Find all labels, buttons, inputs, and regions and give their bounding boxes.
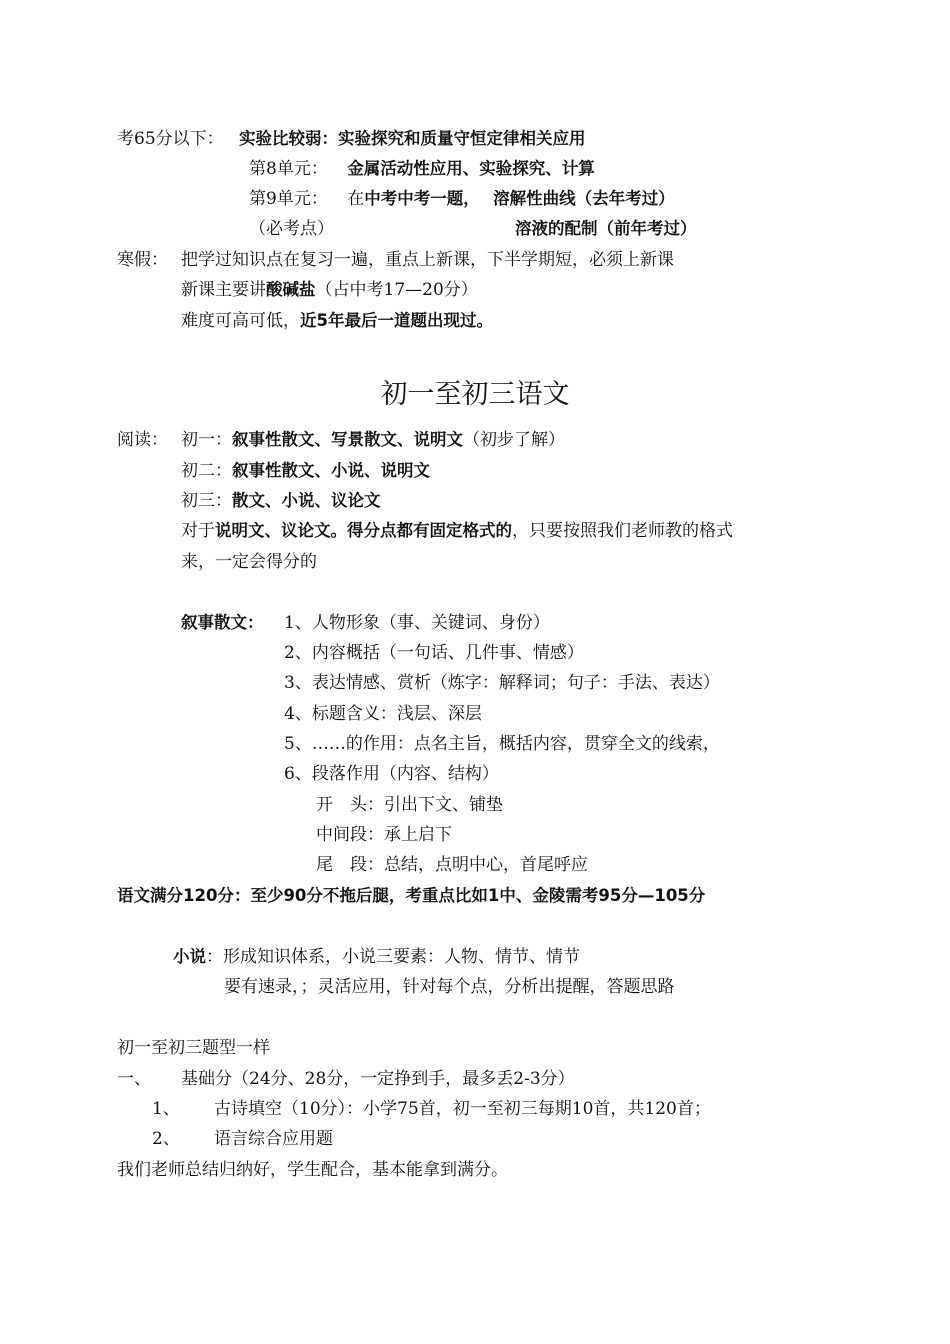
paragraph-role — [316, 854, 588, 876]
paragraph-role — [316, 794, 503, 816]
paragraph-role-text: 总结，点明中心，首尾呼应 — [384, 855, 588, 875]
sub1-num: 1、 — [152, 1099, 180, 1119]
paragraph-role-label: 中间段： — [316, 825, 384, 845]
same-types-line: 初一至初三题型一样 — [117, 1038, 270, 1058]
grade1-post: （初步了解） — [463, 430, 565, 450]
note1-pre: 对于 — [181, 521, 215, 541]
unit8-line — [249, 158, 595, 180]
grade3-bold: 散文、小说、议论文 — [232, 491, 381, 510]
grade3-line — [181, 490, 381, 512]
below65-line — [117, 128, 586, 150]
difficulty-pre: 难度可高可低， — [181, 311, 300, 331]
reading-label: 阅读： — [117, 430, 168, 450]
must-label: （必考点） — [249, 219, 334, 239]
narrative-item: 1、人物形象（事、关键词、身份） — [284, 613, 550, 633]
sub1-text: 古诗填空（10分）：小学75首，初一至初三每期10首，共120首； — [214, 1099, 711, 1119]
paragraph-role-label: 尾 段： — [316, 855, 384, 875]
grade2-line — [181, 460, 430, 482]
paragraph-role-text: 承上启下 — [384, 825, 452, 845]
newcourse-post: （占中考17—20分） — [315, 280, 478, 300]
below65-label: 考65分以下： — [117, 129, 224, 149]
narrative-item: 6、段落作用（内容、结构） — [284, 764, 499, 784]
sub2-num: 2、 — [152, 1129, 180, 1149]
winter-label: 寒假： — [117, 250, 168, 270]
must-text: 溶液的配制（前年考过） — [515, 219, 697, 238]
grade2-bold: 叙事性散文、小说、说明文 — [232, 461, 430, 480]
narrative-item: 5、……的作用：点名主旨，概括内容，贯穿全文的线索， — [284, 734, 720, 754]
grade3-pre: 初三： — [181, 491, 232, 511]
winter-text: 把学过知识点在复习一遍，重点上新课，下半学期短，必须上新课 — [181, 250, 674, 270]
unit9-line — [249, 188, 675, 210]
fullscore-line: 语文满分120分：至少90分不拖后腿，考重点比如1中、金陵需考95分—105分 — [117, 886, 706, 905]
difficulty-line — [181, 310, 493, 332]
section-title: 初一至初三语文 — [380, 379, 570, 410]
narrative-item: 2、内容概括（一句话、几件事、情感） — [284, 643, 584, 663]
below65-text: 实验比较弱：实验探究和质量守恒定律相关应用 — [239, 129, 586, 148]
grade1-line — [181, 429, 565, 451]
grade1-bold: 叙事性散文、写景散文、说明文 — [232, 430, 463, 449]
note1-bold: 说明文、议论文。得分点都有固定格式的 — [215, 521, 512, 540]
unit8-text: 金属活动性应用、实验探究、计算 — [347, 159, 595, 178]
paragraph-role-text: 引出下文、铺垫 — [384, 795, 503, 815]
narrative-label: 叙事散文： — [181, 613, 264, 632]
paragraph-role — [316, 824, 452, 846]
newcourse-line — [181, 279, 478, 301]
narrative-item: 3、表达情感、赏析（炼字：解释词；句子：手法、表达） — [284, 673, 720, 693]
note1-post: ，只要按照我们老师教的格式 — [512, 521, 733, 541]
closing-line: 我们老师总结归纳好，学生配合，基本能拿到满分。 — [117, 1160, 508, 1180]
unit9-bold1: 中考中考一题， — [364, 189, 480, 208]
sec1-text: 基础分（24分、28分，一定挣到手，最多丢2-3分） — [181, 1069, 575, 1089]
novel-label: 小说 — [173, 947, 206, 966]
novel-line — [173, 946, 580, 968]
note1-line — [181, 520, 733, 542]
difficulty-bold: 近5年最后一道题出现过。 — [300, 311, 493, 330]
newcourse-pre: 新课主要讲 — [181, 280, 266, 300]
grade1-pre: 初一： — [181, 430, 232, 450]
unit9-label: 第9单元： — [249, 189, 328, 209]
narrative-item: 4、标题含义：浅层、深层 — [284, 704, 482, 724]
paragraph-role-label: 开 头： — [316, 795, 384, 815]
newcourse-bold: 酸碱盐 — [266, 280, 316, 299]
unit9-pre: 在 — [347, 189, 365, 209]
novel-text: ：形成知识体系，小说三要素：人物、情节、情节 — [206, 947, 580, 967]
sec1-num: 一、 — [117, 1069, 151, 1089]
unit9-bold2: 溶解性曲线（去年考过） — [493, 189, 675, 208]
grade2-pre: 初二： — [181, 461, 232, 481]
note2-line: 来，一定会得分的 — [181, 552, 317, 572]
unit8-label: 第8单元： — [249, 159, 328, 179]
novel-line2: 要有速录，；灵活应用，针对每个点，分析出提醒，答题思路 — [224, 977, 675, 997]
sub2-text: 语言综合应用题 — [214, 1129, 333, 1149]
